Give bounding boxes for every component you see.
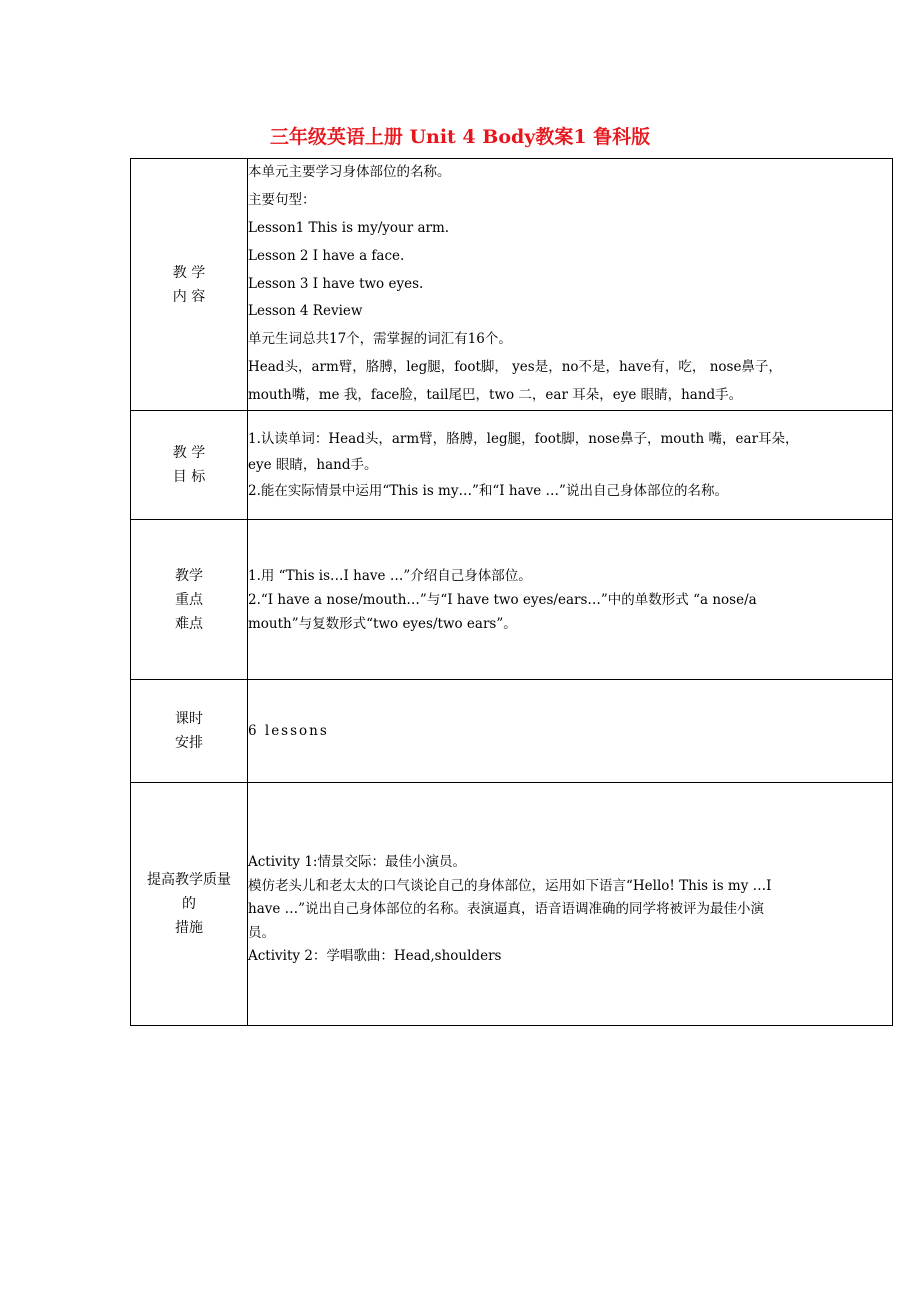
content-line: have …”说出自己身体部位的名称。表演逼真，语音语调准确的同学将被评为最佳小演 <box>248 901 765 918</box>
label-line: 内 容 <box>172 288 206 305</box>
row-content <box>248 520 893 680</box>
content-line: 2.能在实际情景中运用“This is my…”和“I have …”说出自己身体部位的名称。 <box>248 483 728 499</box>
row-content <box>248 783 893 1026</box>
content-line: 单元生词总共17个，需掌握的词汇有16个。 <box>248 331 512 348</box>
content-line: 主要句型： <box>248 192 316 209</box>
label-line: 教学 <box>175 567 203 584</box>
label-line: 措施 <box>175 920 203 936</box>
label-line: 重点 <box>175 591 203 608</box>
row-label <box>131 411 248 520</box>
content-line: Lesson 2 I have a face. <box>248 247 405 264</box>
row-content <box>248 411 893 520</box>
row-label <box>131 520 248 680</box>
content-line: eye 眼睛，hand手。 <box>248 457 378 473</box>
document-title: 三年级英语上册 Unit 4 Body教案1 鲁科版 <box>269 126 651 148</box>
label-line: 教 学 <box>172 264 206 281</box>
content-line: 2.“I have a nose/mouth…”与“I have two eyes/ears…”中的单数形式 “a nose/a <box>248 591 757 608</box>
label-line: 目 标 <box>172 469 206 485</box>
content-line: 1.认读单词：Head头，arm臂，胳膊，leg腿，foot脚，nose鼻子，mouth 嘴，ear耳朵， <box>248 431 799 447</box>
content-line: 员。 <box>248 924 275 941</box>
content-line: Lesson1 This is my/your arm. <box>248 220 450 236</box>
label-line: 的 <box>182 896 196 912</box>
content-line: Activity 2：学唱歌曲：Head,shoulders <box>248 948 502 965</box>
content-line: Lesson 3 I have two eyes. <box>248 275 424 292</box>
content-line: 1.用 “This is…I have …”介绍自己身体部位。 <box>248 567 532 584</box>
label-line: 教 学 <box>172 445 206 461</box>
content-line: Activity 1:情景交际：最佳小演员。 <box>248 854 466 871</box>
content-line: mouth嘴，me 我，face脸，tail尾巴，two 二，ear 耳朵，eye 眼睛，hand手。 <box>248 386 743 403</box>
label-line: 课时 <box>175 711 203 727</box>
row-label <box>131 680 248 783</box>
content-line: 本单元主要学习身体部位的名称。 <box>248 164 451 181</box>
label-line: 安排 <box>175 735 203 751</box>
content-line: mouth”与复数形式“two eyes/two ears”。 <box>248 615 517 632</box>
row-measures <box>131 783 893 1026</box>
content-line: 模仿老头儿和老太太的口气谈论自己的身体部位，运用如下语言“Hello! This is my …I <box>248 877 772 894</box>
row-label <box>131 159 248 411</box>
content-line: 6 lessons <box>248 723 329 739</box>
label-line: 难点 <box>175 615 203 632</box>
row-key-points <box>131 520 893 680</box>
label-line: 提高教学质量 <box>147 872 231 888</box>
row-teaching-content <box>131 159 893 411</box>
row-teaching-objectives <box>131 411 893 520</box>
content-line: Lesson 4 Review <box>248 303 363 320</box>
row-content <box>248 159 893 411</box>
content-line: Head头，arm臂，胳膊，leg腿，foot脚， yes是，no不是，have有，吃， nose鼻子， <box>248 358 782 375</box>
row-content <box>248 680 893 783</box>
lesson-plan-table <box>130 158 893 1026</box>
row-schedule <box>131 680 893 783</box>
row-label <box>131 783 248 1026</box>
